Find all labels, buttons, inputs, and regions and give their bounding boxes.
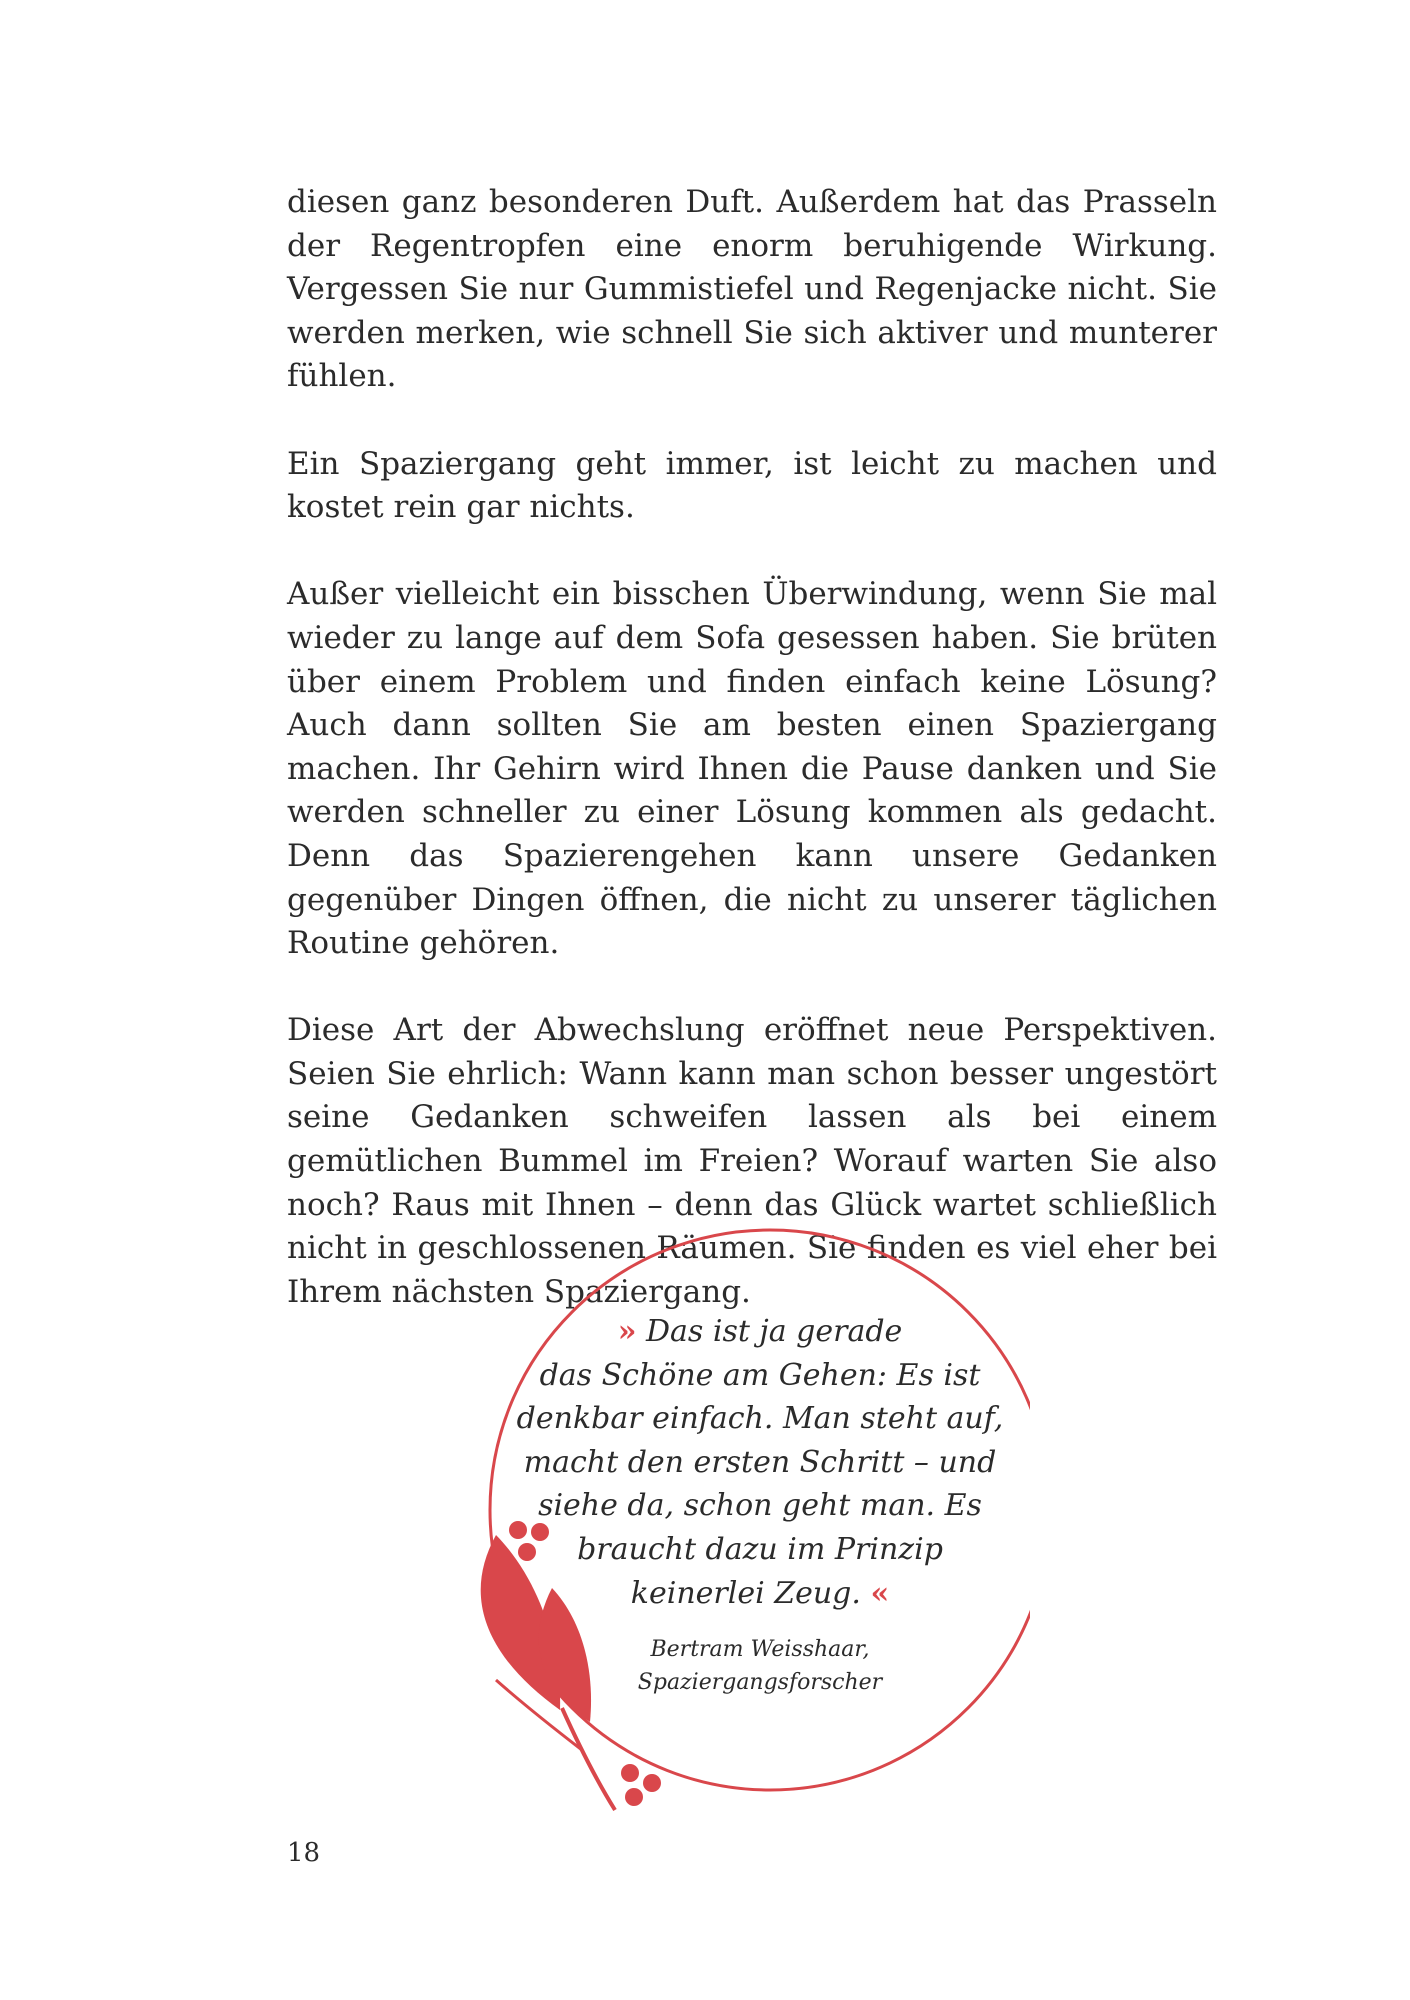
paragraph: Ein Spaziergang geht immer, ist leicht zu machen und kostet rein gar nichts.: [287, 445, 1217, 526]
page-number: 18: [287, 1838, 321, 1868]
open-quote-mark: »: [617, 1314, 637, 1349]
quote-author-role: Spaziergangsforscher: [637, 1670, 883, 1695]
paragraph: Außer vielleicht ein bisschen Überwindung, wenn Sie mal wieder zu lange auf dem Sofa gesessen haben. Sie brüten über einem Problem und finden einfach keine Lösung? Auch dann sollten Sie am besten einen Spaziergang machen. Ihr Gehirn wird Ihnen die Pause danken und Sie werden schneller zu einer Lösung kommen als gedacht. Denn das Spazierengehen kann unsere Gedanken gegenüber Dingen öffnen, die nicht zu unserer täglichen Routine gehören.: [287, 576, 1217, 962]
quote-box: [470, 1210, 1030, 1830]
body-text: [287, 181, 1217, 1358]
paragraph: Diese Art der Abwechslung eröffnet neue Perspektiven. Seien Sie ehrlich: Wann kann man schon besser ungestört seine Gedanken schweifen lassen als bei einem gemütlichen Bummel im Freien? Worauf warten Sie also noch? Raus mit Ihnen – denn das Glück wartet schließlich nicht in geschlossenen Räumen. Sie finden es viel eher bei Ihrem nächsten Spaziergang.: [287, 1012, 1217, 1310]
quote-line: Das ist ja gerade: [645, 1314, 903, 1349]
quote-text: [500, 1310, 1020, 1615]
quote-attribution: [500, 1633, 1020, 1699]
quote-line: keinerlei Zeug.: [630, 1575, 861, 1611]
quote-author: Bertram Weisshaar,: [650, 1637, 870, 1662]
quote-line: braucht dazu im Prinzip: [577, 1531, 943, 1567]
close-quote-mark: «: [870, 1575, 890, 1611]
quote-line: siehe da, schon geht man. Es: [538, 1488, 982, 1524]
quote-line: macht den ersten Schritt – und: [523, 1444, 997, 1480]
quote-line: das Schöne am Gehen: Es ist: [539, 1357, 981, 1393]
paragraph: diesen ganz besonderen Duft. Außerdem hat das Prasseln der Regentropfen eine enorm beruhigende Wirkung. Vergessen Sie nur Gummistiefel und Regenjacke nicht. Sie werden merken, wie schnell Sie sich aktiver und munterer fühlen.: [287, 184, 1217, 395]
quote-line: denkbar einfach. Man steht auf,: [516, 1401, 1004, 1437]
